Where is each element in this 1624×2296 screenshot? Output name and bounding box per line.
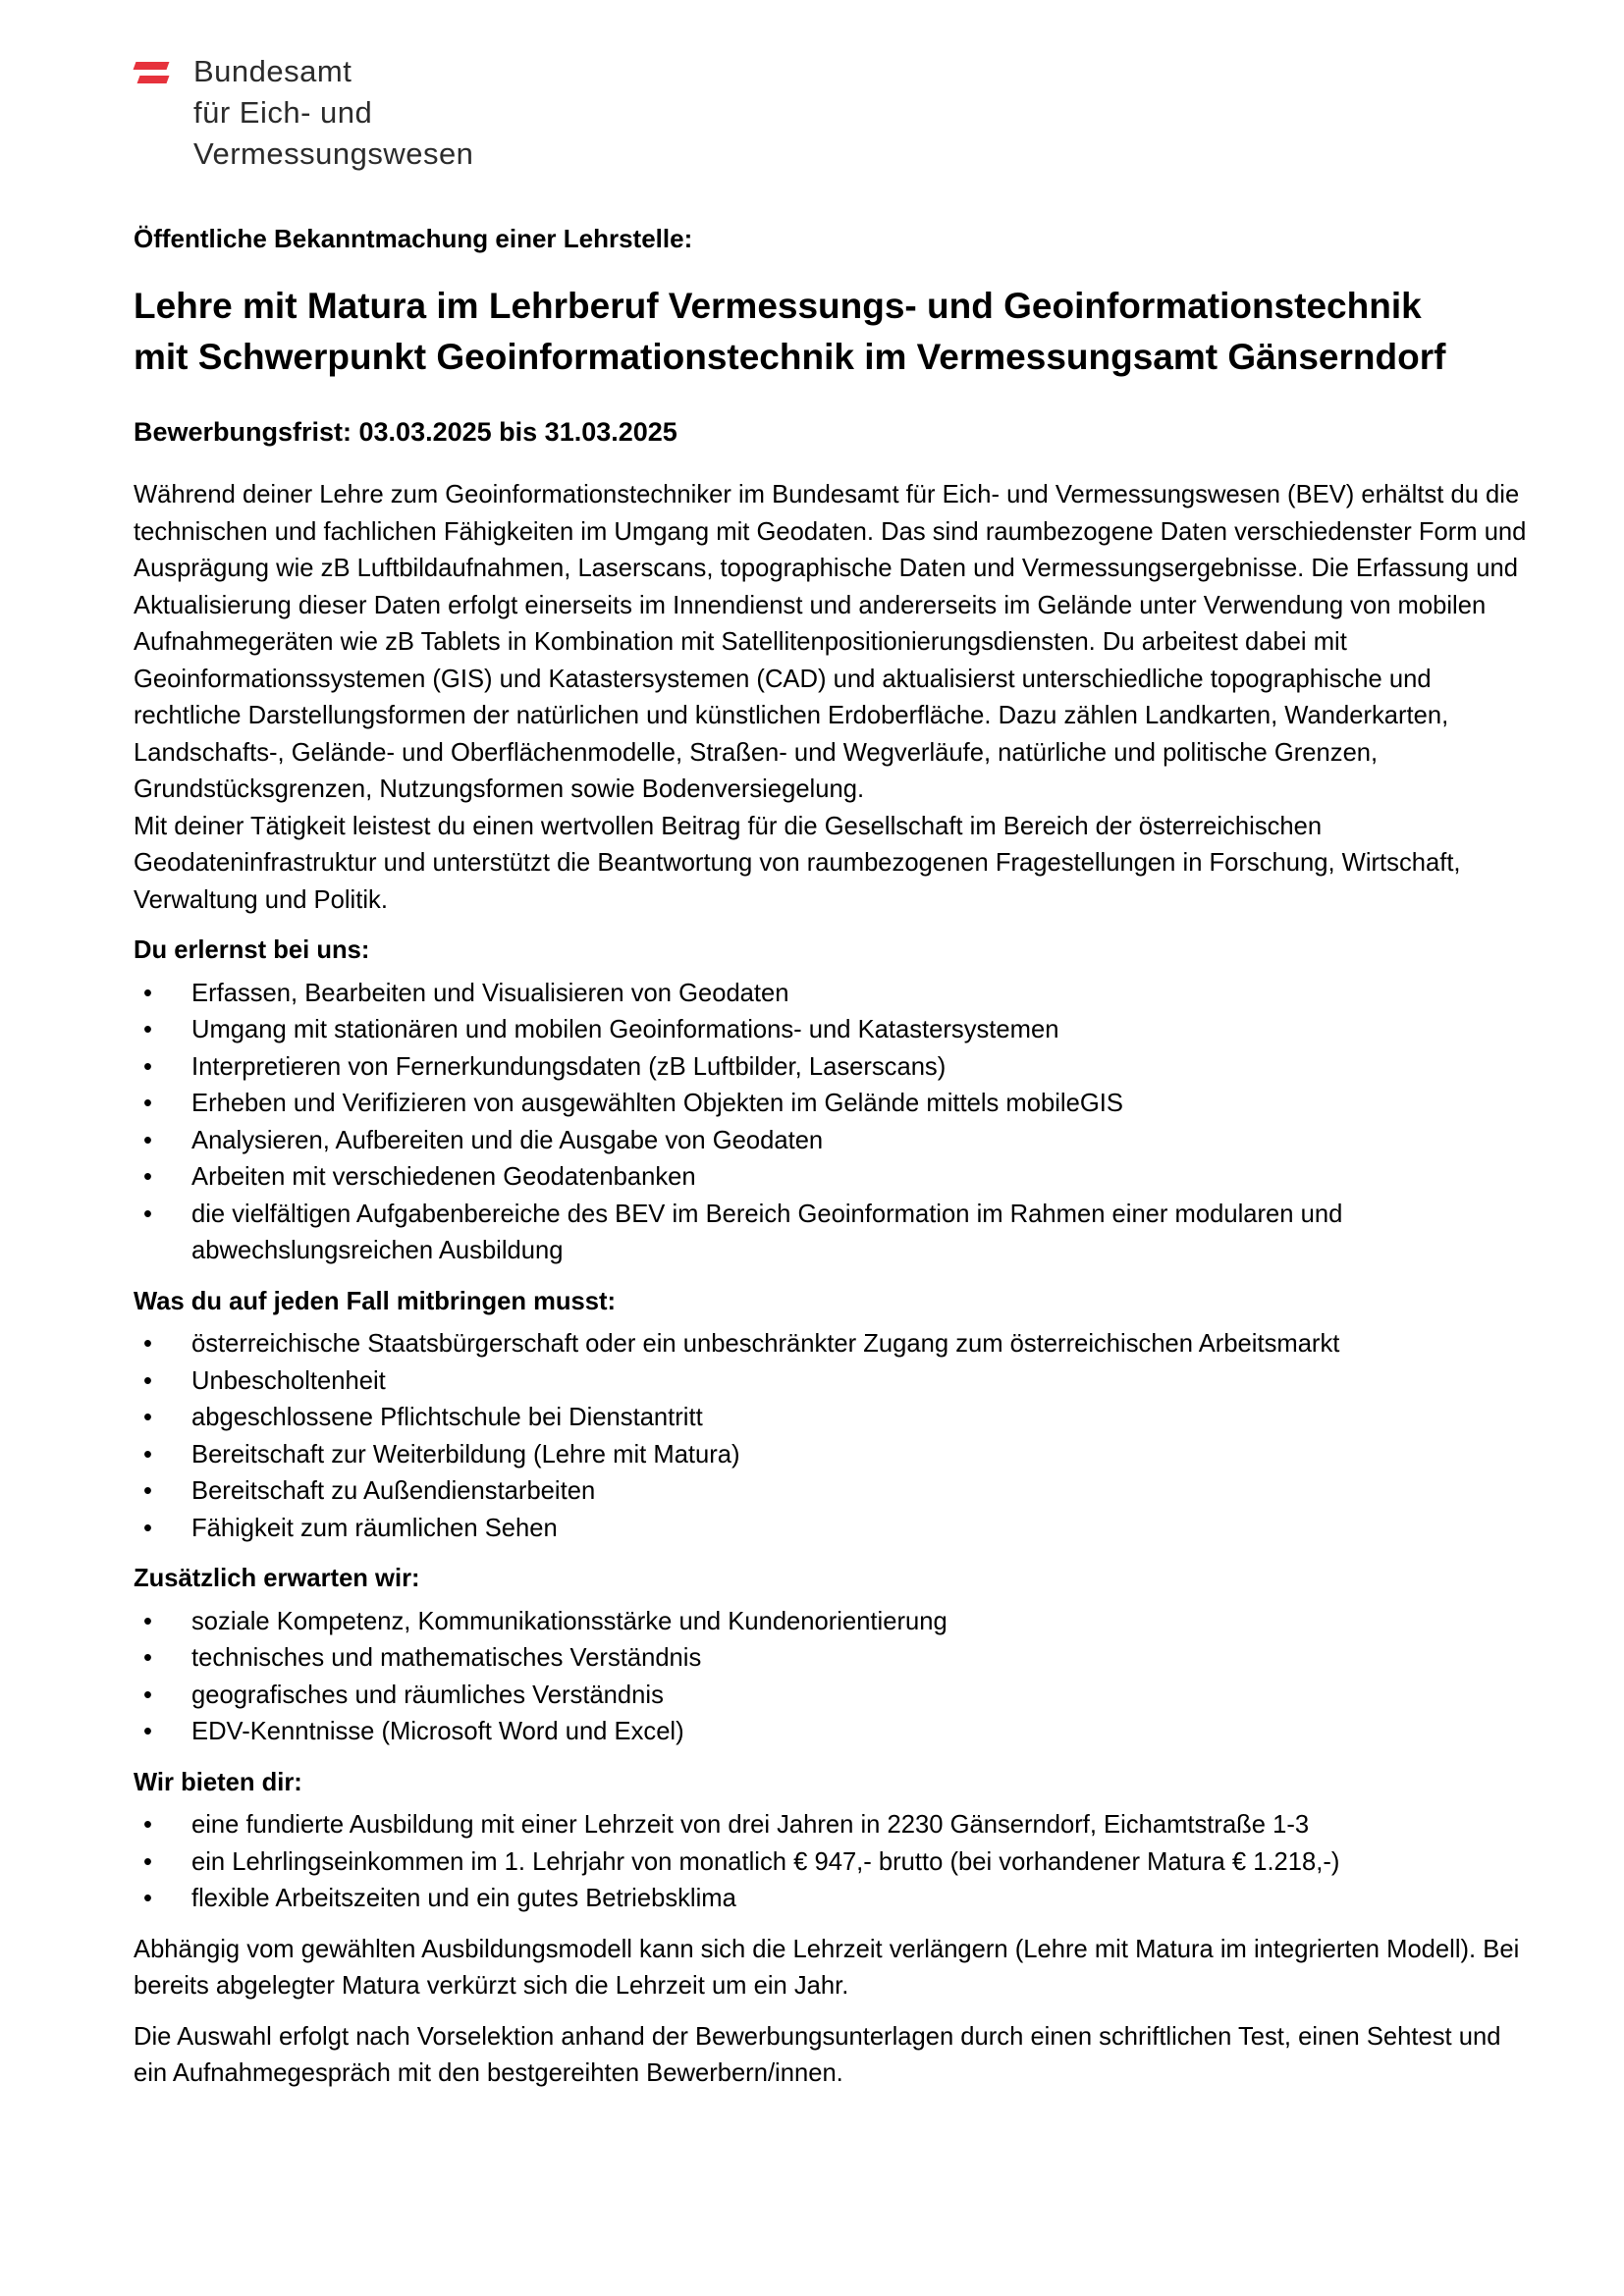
bullet-icon: • bbox=[143, 1330, 152, 1358]
list-item: • ein Lehrlingseinkommen im 1. Lehrjahr von monatlich € 947,- brutto (bei vorhandener Matura € 1.218,-) bbox=[134, 1844, 1528, 1882]
bullet-icon: • bbox=[143, 1607, 152, 1635]
closing-paragraph: Abhängig vom gewählten Ausbildungsmodell kann sich die Lehrzeit verlängern (Lehre mit Matura im integrierten Modell). Bei bereits abgelegter Matura verkürzt sich die Lehrzeit um ein Jahr. bbox=[134, 1935, 1520, 2000]
page-title bbox=[134, 281, 1528, 383]
bullet-icon: • bbox=[143, 1847, 152, 1876]
list-item: • die vielfältigen Aufgabenbereiche des BEV im Bereich Geoinformation im Rahmen einer modularen und abwechslungsreichen Ausbildung bbox=[134, 1197, 1528, 1270]
announcement-kicker: Öffentliche Bekanntmachung einer Lehrstelle: bbox=[134, 224, 693, 253]
bullet-list bbox=[134, 976, 1528, 1270]
bullet-icon: • bbox=[143, 1366, 152, 1395]
bullet-icon: • bbox=[143, 1811, 152, 1839]
section-heading: Du erlernst bei uns: bbox=[134, 936, 370, 964]
bullet-icon: • bbox=[143, 1718, 152, 1745]
logo-line: für Eich- und bbox=[193, 95, 373, 130]
list-item: • geografisches und räumliches Verständnis bbox=[134, 1678, 1528, 1715]
bullet-icon: • bbox=[143, 1404, 152, 1431]
section-expectations bbox=[134, 1561, 1528, 1751]
list-item: • Arbeiten mit verschiedenen Geodatenbanken bbox=[134, 1159, 1528, 1197]
bullet-icon: • bbox=[143, 1477, 152, 1505]
section-heading: Wir bieten dir: bbox=[134, 1768, 302, 1796]
bullet-icon: • bbox=[143, 1440, 152, 1468]
list-item: • eine fundierte Ausbildung mit einer Lehrzeit von drei Jahren in 2230 Gänserndorf, Eichamtstraße 1-3 bbox=[134, 1807, 1528, 1844]
bullet-icon: • bbox=[143, 1126, 152, 1154]
section-requirements bbox=[134, 1284, 1528, 1548]
application-deadline: Bewerbungsfrist: 03.03.2025 bis 31.03.2025 bbox=[134, 417, 677, 447]
closing-paragraph: Die Auswahl erfolgt nach Vorselektion anhand der Bewerbungsunterlagen durch einen schriftlichen Test, einen Sehtest und ein Aufnahmegespräch mit den bestgereihten Bewerbern/innen. bbox=[134, 2022, 1501, 2087]
bullet-icon: • bbox=[143, 1163, 152, 1191]
bullet-list bbox=[134, 1326, 1528, 1547]
intro-paragraph: Während deiner Lehre zum Geoinformationstechniker im Bundesamt für Eich- und Vermessungswesen (BEV) erhältst du die technischen und fachlichen Fähigkeiten im Umgang mit Geodaten. Das sind raumbezogene Daten verschiedenster Form und Ausprägung wie zB Luftbildaufnahmen, Laserscans, topographische Daten und Vermessungsergebnisse. Die Erfassung und Aktualisierung dieser Daten erfolgt einerseits im Innendienst und andererseits im Gelände unter Verwendung von mobilen Aufnahmegeräten wie zB Tablets in Kombination mit Satellitenpositionierungsdiensten. Du arbeitest dabei mit Geoinformationssystemen (GIS) und Katastersystemen (CAD) und aktualisierst unterschiedliche topographische und rechtliche Darstellungsformen der natürlichen und künstlichen Erdoberfläche. Dazu zählen Landkarten, Wanderkarten, Landschafts-, Gelände- und Oberflächenmodelle, Straßen- und Wegverläufe, natürliche und politische Grenzen, Grundstücksgrenzen, Nutzungsformen sowie Bodenversiegelung. bbox=[134, 481, 1527, 803]
bullet-icon: • bbox=[143, 1052, 152, 1081]
section-heading: Was du auf jeden Fall mitbringen musst: bbox=[134, 1287, 617, 1315]
list-item: • soziale Kompetenz, Kommunikationsstärke und Kundenorientierung bbox=[134, 1604, 1528, 1641]
list-item: • flexible Arbeitszeiten und ein gutes Betriebsklima bbox=[134, 1881, 1528, 1918]
title-line: Lehre mit Matura im Lehrberuf Vermessungs- und Geoinformationstechnik bbox=[134, 286, 1422, 326]
list-item: • Erheben und Verifizieren von ausgewählten Objekten im Gelände mittels mobileGIS bbox=[134, 1086, 1528, 1123]
bullet-icon: • bbox=[143, 1681, 152, 1709]
list-item: • Interpretieren von Fernerkundungsdaten (zB Luftbilder, Laserscans) bbox=[134, 1049, 1528, 1087]
list-item: • abgeschlossene Pflichtschule bei Dienstantritt bbox=[134, 1400, 1528, 1437]
list-item: • technisches und mathematisches Verständnis bbox=[134, 1640, 1528, 1678]
intro-paragraph: Mit deiner Tätigkeit leistest du einen wertvollen Beitrag für die Gesellschaft im Bereich der österreichischen Geodateninfrastruktur und unterstützt die Beantwortung von raumbezogenen Fragestellungen in Forschung, Wirtschaft, Verwaltung und Politik. bbox=[134, 812, 1461, 914]
logo-wordmark bbox=[193, 51, 473, 175]
list-item: • Bereitschaft zu Außendienstarbeiten bbox=[134, 1473, 1528, 1511]
list-item: • Analysieren, Aufbereiten und die Ausgabe von Geodaten bbox=[134, 1123, 1528, 1160]
bullet-icon: • bbox=[143, 1644, 152, 1672]
bullet-icon: • bbox=[143, 1885, 152, 1912]
list-item: • Unbescholtenheit bbox=[134, 1363, 1528, 1401]
logo-line: Vermessungswesen bbox=[193, 136, 474, 171]
list-item: • österreichische Staatsbürgerschaft oder ein unbeschränkter Zugang zum österreichischen Arbeitsmarkt bbox=[134, 1326, 1528, 1363]
bullet-list bbox=[134, 1604, 1528, 1751]
list-item: • Bereitschaft zur Weiterbildung (Lehre mit Matura) bbox=[134, 1437, 1528, 1474]
austria-flag-stripes-icon bbox=[135, 62, 168, 89]
bullet-icon: • bbox=[143, 1200, 152, 1228]
section-offer bbox=[134, 1765, 1528, 1918]
document-body bbox=[134, 222, 1528, 2103]
title-line: mit Schwerpunkt Geoinformationstechnik im Vermessungsamt Gänserndorf bbox=[134, 337, 1446, 377]
bullet-icon: • bbox=[143, 1514, 152, 1542]
section-learn bbox=[134, 933, 1528, 1270]
bullet-icon: • bbox=[143, 1016, 152, 1043]
list-item: • EDV-Kenntnisse (Microsoft Word und Excel) bbox=[134, 1714, 1528, 1751]
bullet-list bbox=[134, 1807, 1528, 1918]
list-item: • Fähigkeit zum räumlichen Sehen bbox=[134, 1511, 1528, 1548]
bev-logo bbox=[135, 51, 547, 179]
logo-line: Bundesamt bbox=[193, 54, 352, 88]
bullet-icon: • bbox=[143, 979, 152, 1007]
section-heading: Zusätzlich erwarten wir: bbox=[134, 1565, 420, 1592]
list-item: • Umgang mit stationären und mobilen Geoinformations- und Katastersystemen bbox=[134, 1012, 1528, 1049]
list-item: • Erfassen, Bearbeiten und Visualisieren von Geodaten bbox=[134, 976, 1528, 1013]
bullet-icon: • bbox=[143, 1090, 152, 1117]
